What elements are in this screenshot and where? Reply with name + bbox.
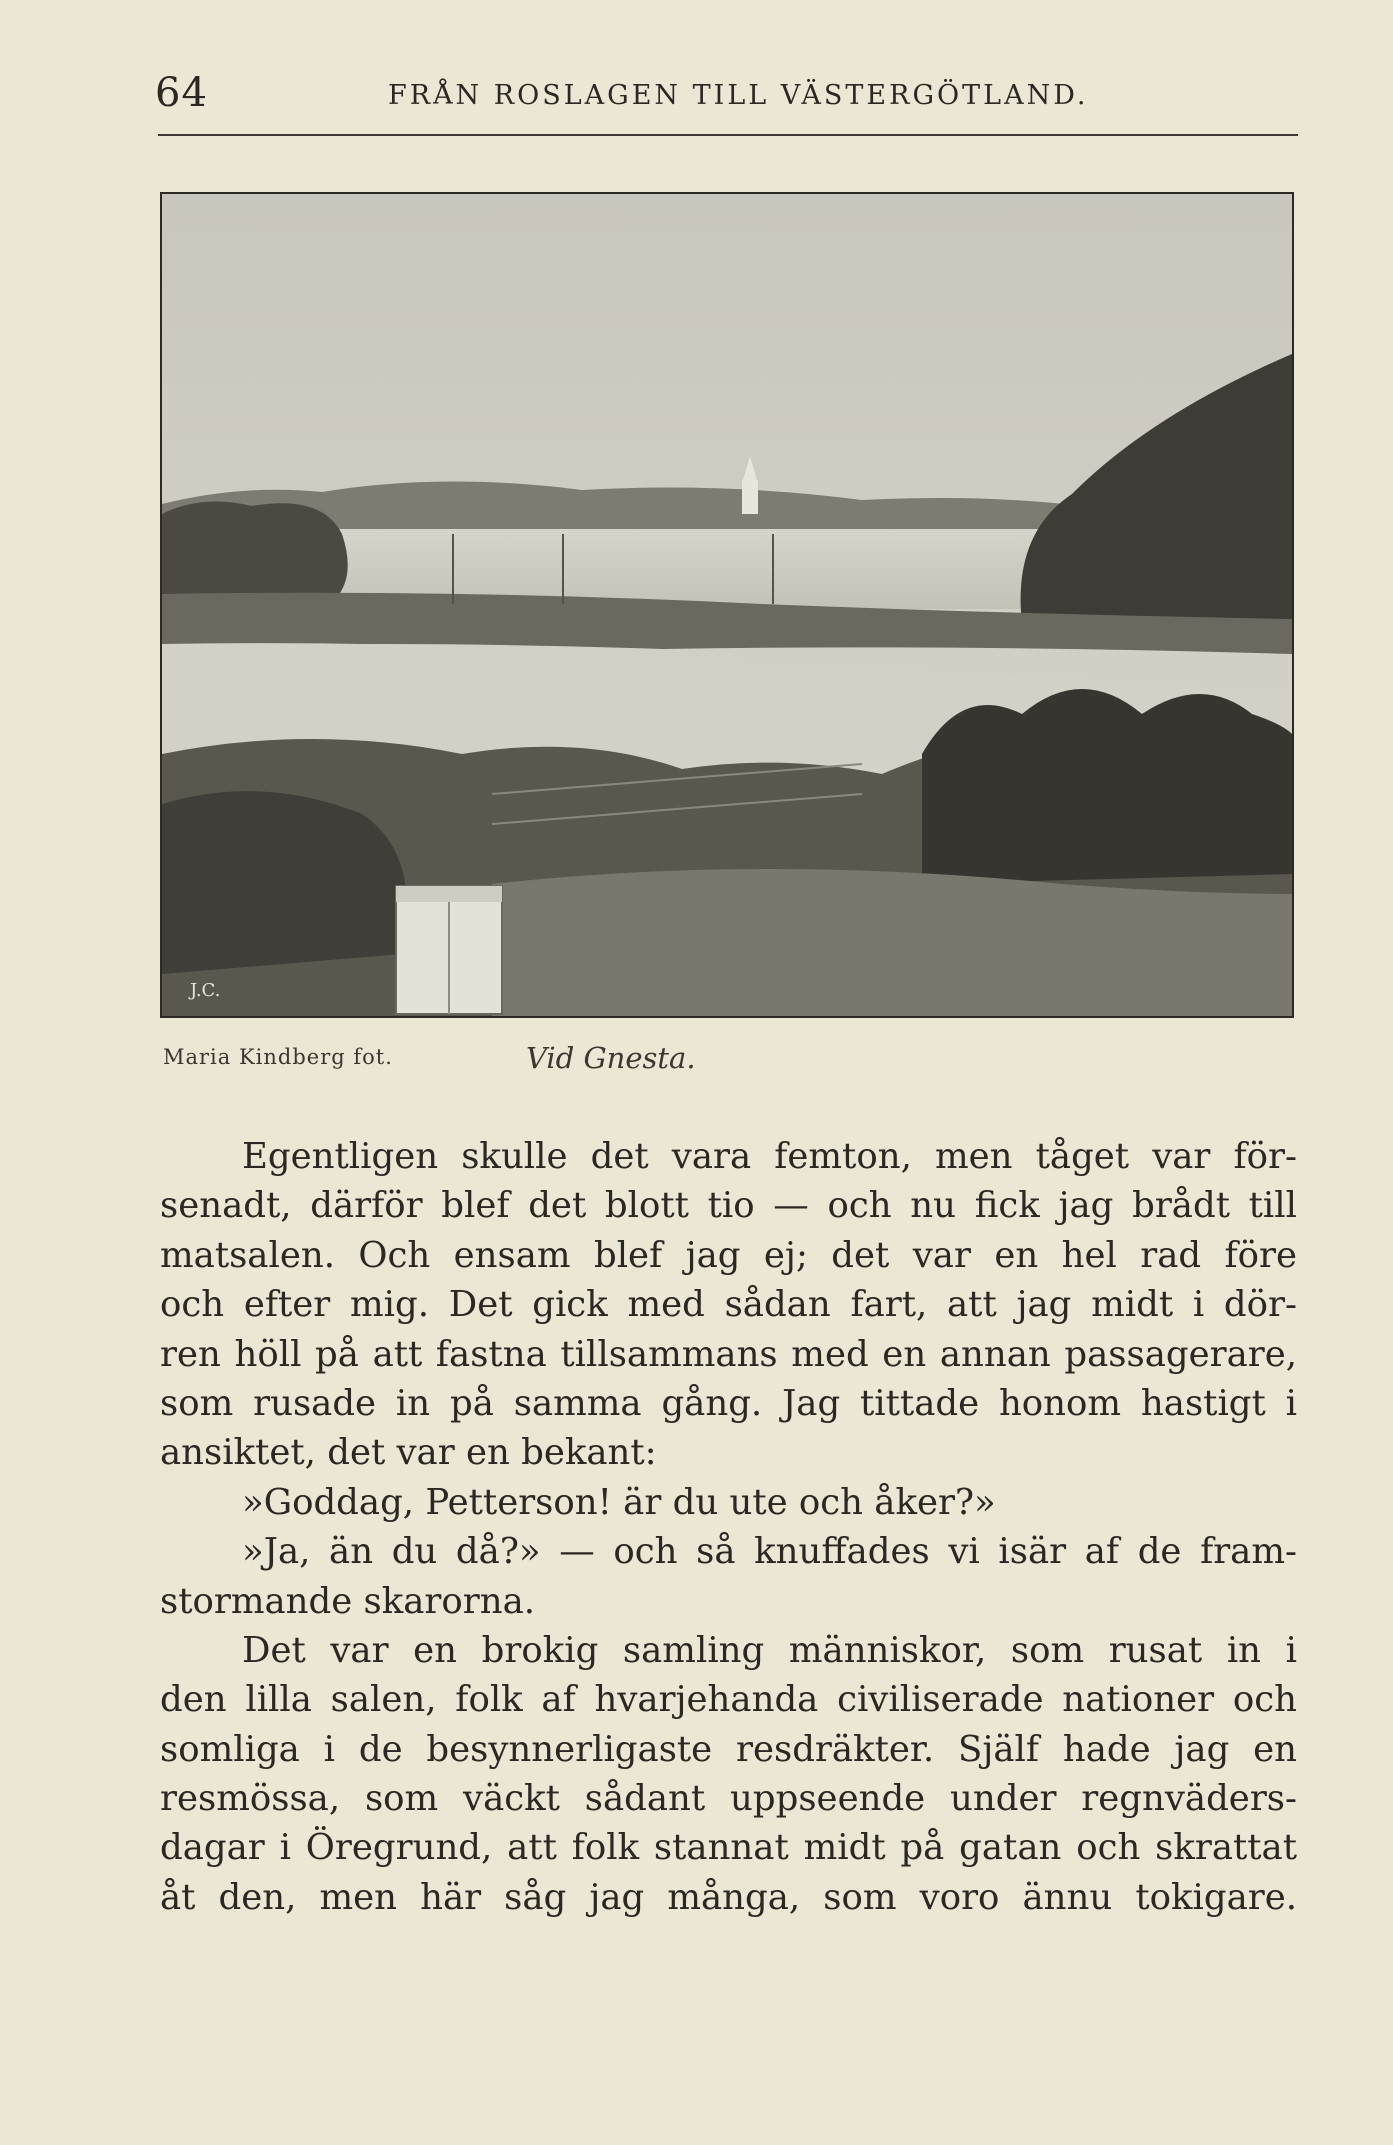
text-line: ansiktet, det var en bekant: — [160, 1432, 657, 1474]
landscape-photograph — [160, 192, 1294, 1018]
photo-caption: Vid Gnesta. — [526, 1041, 696, 1075]
text-line: matsalen. Och ensam blef jag ej; det var en hel rad före — [160, 1234, 1297, 1276]
text-line: dagar i Öregrund, att folk stannat midt på gatan och skrattat — [160, 1827, 1297, 1869]
text-line: Det var en brokig samling människor, som rusat in i — [242, 1629, 1297, 1671]
page-number: 64 — [155, 70, 208, 116]
body-text — [160, 1132, 1297, 1922]
running-title: FRÅN ROSLAGEN TILL VÄSTERGÖTLAND. — [388, 80, 1089, 111]
running-head — [155, 70, 1305, 120]
text-line: stormande skarorna. — [160, 1580, 536, 1622]
text-line: »Goddag, Petterson! är du ute och åker?» — [242, 1481, 996, 1523]
text-line: »Ja, än du då?» — och så knuffades vi isär af de fram- — [242, 1531, 1297, 1573]
photo-credit: Maria Kindberg fot. — [163, 1045, 393, 1069]
text-line: den lilla salen, folk af hvarjehanda civiliserade nationer och — [160, 1679, 1297, 1721]
header-rule — [158, 134, 1298, 136]
photographer-signature: J.C. — [190, 980, 221, 1001]
text-line: ren höll på att fastna tillsammans med en annan passagerare, — [160, 1333, 1297, 1375]
text-line: senadt, därför blef det blott tio — och nu fick jag brådt till — [160, 1185, 1297, 1227]
text-line: somliga i de besynnerligaste resdräkter. Själf hade jag en — [160, 1728, 1297, 1770]
text-line: åt den, men här såg jag många, som voro ännu tokigare. — [160, 1876, 1297, 1918]
text-line: Egentligen skulle det vara femton, men tåget var för- — [242, 1136, 1297, 1177]
text-line: resmössa, som väckt sådant uppseende under regnväders- — [160, 1778, 1297, 1820]
text-line: och efter mig. Det gick med sådan fart, att jag midt i dör- — [160, 1284, 1297, 1326]
photo-illustration — [162, 194, 1292, 1016]
text-line: som rusade in på samma gång. Jag tittade honom hastigt i — [160, 1382, 1297, 1424]
